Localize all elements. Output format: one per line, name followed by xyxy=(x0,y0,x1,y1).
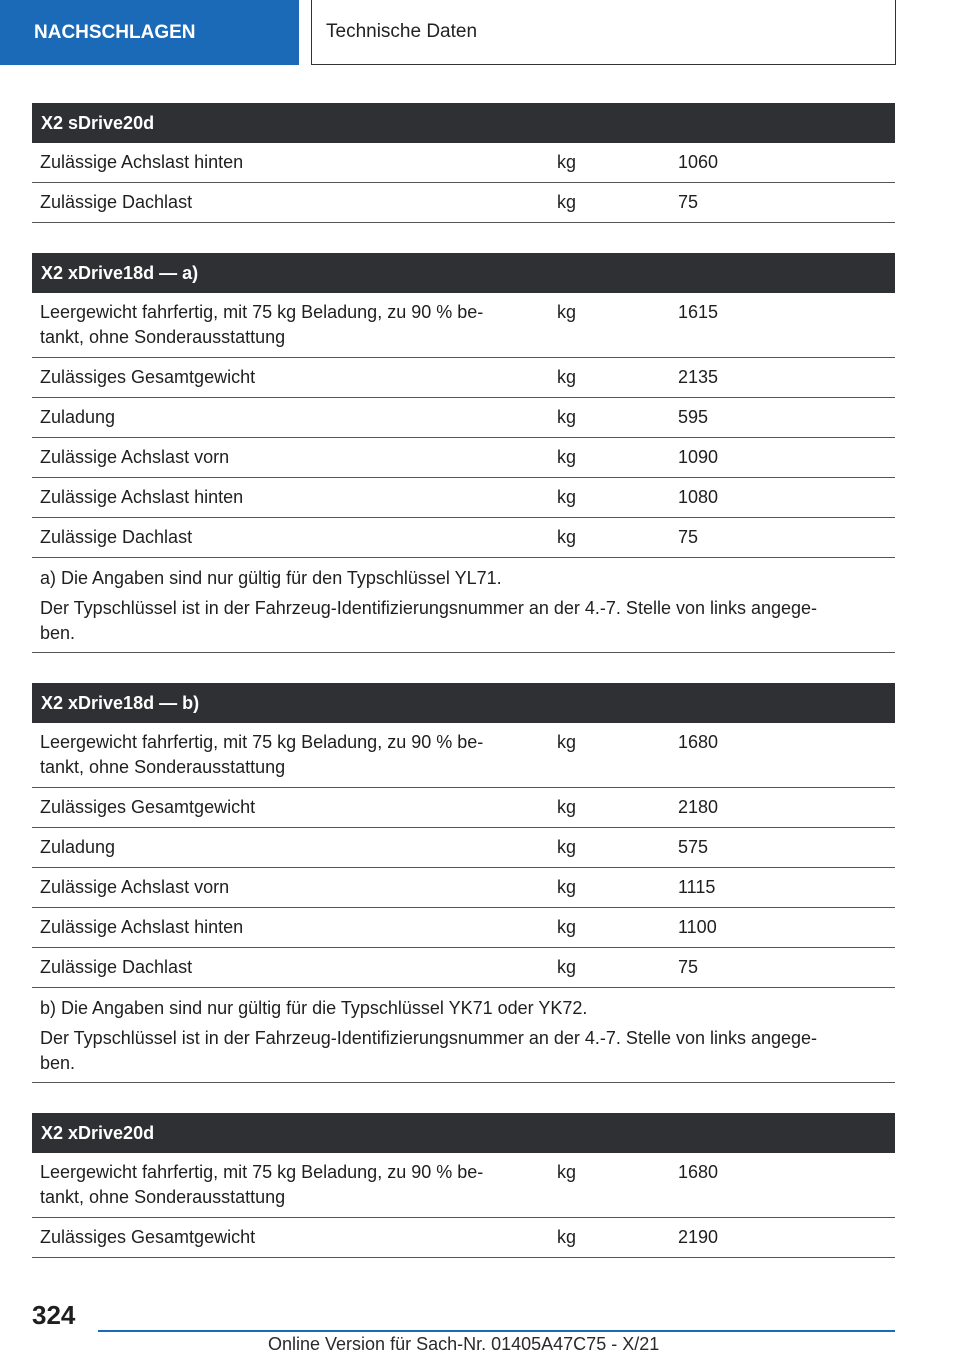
spec-table xyxy=(32,103,895,223)
row-label: Zulässige Achslast hinten xyxy=(40,917,244,937)
table-footnote xyxy=(32,558,895,653)
page-title xyxy=(311,0,896,65)
row-label: Zulässiges Gesamtgewicht xyxy=(40,797,256,817)
table-row xyxy=(32,438,895,478)
row-unit: kg xyxy=(557,527,577,547)
table-row xyxy=(32,398,895,438)
row-value: 2180 xyxy=(678,797,719,817)
table-heading: X2 xDrive18d — b) xyxy=(32,683,895,723)
row-unit: kg xyxy=(557,487,577,507)
row-unit: kg xyxy=(557,917,577,937)
table-row xyxy=(32,723,895,788)
table-row xyxy=(32,293,895,358)
table-row xyxy=(32,948,895,988)
row-label: Leergewicht fahrfertig, mit 75 kg Beladung, zu 90 % be- tankt, ohne Sonderausstattung xyxy=(40,1162,484,1207)
footer-text: Online Version für Sach-Nr. 01405A47C75 - X/21 xyxy=(268,1334,660,1354)
row-label: Zulässiges Gesamtgewicht xyxy=(40,367,256,387)
row-value: 1615 xyxy=(678,302,719,322)
row-label: Zulässige Achslast hinten xyxy=(40,487,244,507)
table-row xyxy=(32,183,895,223)
page-number: 324 xyxy=(32,1300,76,1330)
table-heading: X2 xDrive18d — a) xyxy=(32,253,895,293)
page-title-text: Technische Daten xyxy=(326,21,478,42)
footnote-text: Der Typschlüssel ist in der Fahrzeug-Identifizierungsnummer an der 4.-7. Stelle von links angege- ben. xyxy=(40,1028,818,1073)
row-unit: kg xyxy=(557,367,577,387)
row-unit: kg xyxy=(557,797,577,817)
row-unit: kg xyxy=(557,302,577,322)
row-label: Zuladung xyxy=(40,837,116,857)
row-unit: kg xyxy=(557,957,577,977)
row-value: 75 xyxy=(678,192,699,212)
row-value: 2135 xyxy=(678,367,719,387)
table-heading: X2 xDrive20d xyxy=(32,1113,895,1153)
row-unit: kg xyxy=(557,732,577,752)
section-tab[interactable] xyxy=(0,0,299,65)
spec-tables xyxy=(32,103,895,1288)
row-value: 575 xyxy=(678,837,709,857)
row-label: Leergewicht fahrfertig, mit 75 kg Beladung, zu 90 % be- tankt, ohne Sonderausstattung xyxy=(40,302,484,347)
row-value: 1115 xyxy=(678,877,716,897)
table-row xyxy=(32,828,895,868)
row-value: 1100 xyxy=(678,917,717,937)
row-unit: kg xyxy=(557,1162,577,1182)
row-unit: kg xyxy=(557,152,577,172)
row-label: Zulässige Dachlast xyxy=(40,527,193,547)
table-row xyxy=(32,478,895,518)
table-footnote xyxy=(32,988,895,1083)
row-unit: kg xyxy=(557,407,577,427)
row-label: Zulässige Dachlast xyxy=(40,192,193,212)
table-row xyxy=(32,908,895,948)
row-label: Zulässige Achslast vorn xyxy=(40,447,230,467)
table-heading: X2 sDrive20d xyxy=(32,103,895,143)
row-unit: kg xyxy=(557,192,577,212)
table-row xyxy=(32,1218,895,1258)
row-value: 1060 xyxy=(678,152,719,172)
spec-table xyxy=(32,253,895,653)
row-unit: kg xyxy=(557,447,577,467)
row-label: Zulässige Dachlast xyxy=(40,957,193,977)
table-row xyxy=(32,868,895,908)
table-row xyxy=(32,518,895,558)
footnote-text: b) Die Angaben sind nur gültig für die Typschlüssel YK71 oder YK72. xyxy=(40,998,588,1018)
footnote-text: Der Typschlüssel ist in der Fahrzeug-Identifizierungsnummer an der 4.-7. Stelle von links angege- ben. xyxy=(40,598,818,643)
footnote-text: a) Die Angaben sind nur gültig für den Typschlüssel YL71. xyxy=(40,568,502,588)
row-label: Zulässige Achslast hinten xyxy=(40,152,244,172)
row-value: 1080 xyxy=(678,487,719,507)
section-tab-label: NACHSCHLAGEN xyxy=(34,21,196,43)
row-unit: kg xyxy=(557,877,577,897)
table-row xyxy=(32,358,895,398)
row-value: 75 xyxy=(678,527,699,547)
spec-table xyxy=(32,683,895,1083)
footer-divider xyxy=(98,1330,895,1332)
table-row xyxy=(32,788,895,828)
row-value: 2190 xyxy=(678,1227,719,1247)
table-row xyxy=(32,143,895,183)
spec-table xyxy=(32,1113,895,1258)
row-label: Zuladung xyxy=(40,407,116,427)
row-unit: kg xyxy=(557,1227,577,1247)
row-value: 595 xyxy=(678,407,709,427)
row-value: 1090 xyxy=(678,447,719,467)
row-value: 1680 xyxy=(678,1162,719,1182)
row-unit: kg xyxy=(557,837,577,857)
row-value: 75 xyxy=(678,957,699,977)
row-label: Zulässiges Gesamtgewicht xyxy=(40,1227,256,1247)
table-row xyxy=(32,1153,895,1218)
row-label: Zulässige Achslast vorn xyxy=(40,877,230,897)
row-value: 1680 xyxy=(678,732,719,752)
row-label: Leergewicht fahrfertig, mit 75 kg Beladung, zu 90 % be- tankt, ohne Sonderausstattung xyxy=(40,732,484,777)
